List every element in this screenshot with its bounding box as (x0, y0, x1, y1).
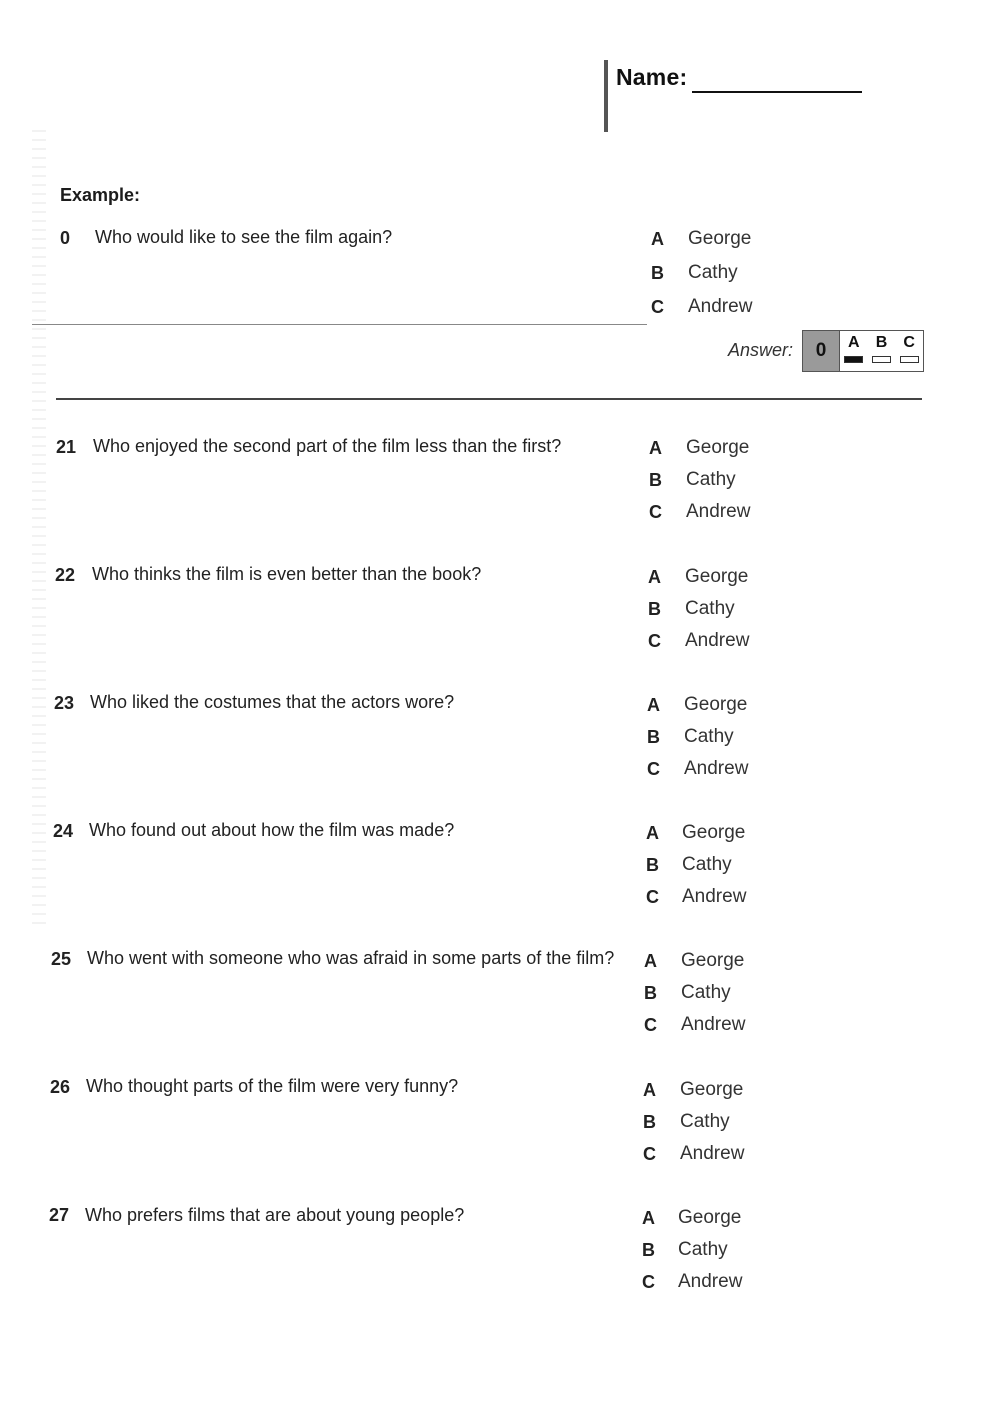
question-number: 21 (56, 437, 77, 457)
option-letter[interactable]: A (644, 951, 657, 971)
answer-cell-a (844, 334, 863, 371)
option-letter[interactable]: A (646, 823, 659, 843)
option-text[interactable]: Andrew (681, 1014, 746, 1035)
question-number: 26 (50, 1077, 71, 1097)
option-text[interactable]: Andrew (682, 886, 747, 907)
answer-mark-a[interactable] (844, 356, 863, 363)
option-text[interactable]: Andrew (684, 758, 749, 779)
option-letter[interactable]: A (648, 567, 661, 587)
question-text: Who enjoyed the second part of the film less than the first? (93, 436, 562, 456)
question-text: Who liked the costumes that the actors wore? (90, 692, 455, 712)
option-text[interactable]: Cathy (686, 469, 736, 490)
option-text[interactable]: Cathy (681, 982, 731, 1003)
option-letter[interactable]: B (644, 983, 657, 1003)
name-field-line[interactable] (692, 91, 862, 93)
option-letter[interactable]: B (647, 727, 660, 747)
option-letter[interactable]: C (644, 1015, 657, 1035)
option-text[interactable]: George (685, 566, 749, 587)
example-option-text: Cathy (688, 262, 738, 283)
divider (32, 324, 647, 325)
option-text[interactable]: Cathy (680, 1111, 730, 1132)
section-divider (56, 398, 922, 400)
option-text[interactable]: Andrew (680, 1143, 745, 1164)
name-divider (604, 60, 608, 132)
question-text: Who went with someone who was afraid in some parts of the film? (87, 948, 615, 968)
example-option-letter: B (651, 263, 664, 283)
option-letter[interactable]: A (642, 1208, 655, 1228)
example-option-letter: C (651, 297, 664, 317)
option-letter[interactable]: C (643, 1144, 656, 1164)
option-text[interactable]: George (681, 950, 745, 971)
example-title: Example: (60, 185, 141, 205)
answer-letter: C (903, 334, 915, 351)
option-text[interactable]: George (684, 694, 748, 715)
option-letter[interactable]: C (642, 1272, 655, 1292)
option-text[interactable]: George (680, 1079, 744, 1100)
question-text: Who thinks the film is even better than the book? (92, 564, 482, 584)
option-letter[interactable]: C (647, 759, 660, 779)
option-text[interactable]: Cathy (685, 598, 735, 619)
option-letter[interactable]: B (646, 855, 659, 875)
answer-mark-b[interactable] (872, 356, 891, 363)
question-text: Who thought parts of the film were very funny? (86, 1076, 459, 1096)
example-question: Who would like to see the film again? (95, 227, 393, 247)
question-number: 23 (54, 693, 75, 713)
answer-letter: B (875, 334, 888, 351)
option-letter[interactable]: C (646, 887, 659, 907)
option-letter[interactable]: A (647, 695, 660, 715)
option-text[interactable]: Andrew (678, 1271, 743, 1292)
option-letter[interactable]: B (642, 1240, 655, 1260)
option-text[interactable]: Cathy (682, 854, 732, 875)
option-text[interactable]: George (682, 822, 746, 843)
option-letter[interactable]: B (643, 1112, 656, 1132)
option-text[interactable]: George (686, 437, 750, 458)
name-label: Name: (616, 64, 688, 90)
answer-number: 0 (803, 331, 840, 371)
option-letter[interactable]: A (649, 438, 662, 458)
option-text[interactable]: Cathy (684, 726, 734, 747)
question-text: Who prefers films that are about young people? (85, 1205, 465, 1225)
question-number: 22 (55, 565, 76, 585)
option-text[interactable]: Andrew (685, 630, 750, 651)
question-number: 27 (49, 1205, 70, 1225)
option-letter[interactable]: A (643, 1080, 656, 1100)
option-text[interactable]: George (678, 1207, 742, 1228)
answer-label: Answer: (728, 340, 794, 360)
example-option-letter: A (651, 229, 664, 249)
option-text[interactable]: Cathy (678, 1239, 728, 1260)
answer-cell-c (900, 334, 919, 371)
answer-box (802, 330, 924, 372)
option-letter[interactable]: B (648, 599, 661, 619)
answer-mark-c[interactable] (900, 356, 919, 363)
option-text[interactable]: Andrew (686, 501, 751, 522)
example-number: 0 (60, 228, 71, 248)
question-number: 24 (53, 821, 74, 841)
example-option-text: Andrew (688, 296, 753, 317)
question-number: 25 (51, 949, 72, 969)
option-letter[interactable]: C (649, 502, 662, 522)
option-letter[interactable]: B (649, 470, 662, 490)
scan-artifact (32, 130, 46, 930)
example-option-text: George (688, 228, 752, 249)
answer-letter: A (848, 334, 860, 351)
question-text: Who found out about how the film was made? (89, 820, 455, 840)
option-letter[interactable]: C (648, 631, 661, 651)
answer-cell-b (872, 334, 891, 371)
